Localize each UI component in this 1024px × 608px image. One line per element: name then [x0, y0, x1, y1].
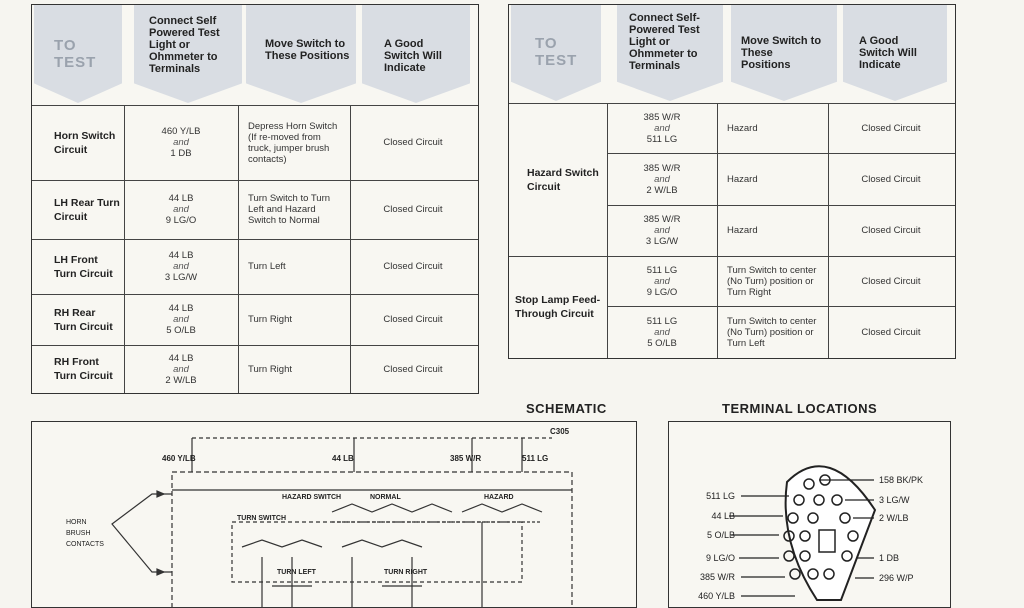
terminal-label: 3 LG/W: [879, 495, 910, 505]
horn-brush-label: HORN: [66, 519, 87, 526]
switch-position: Hazard: [727, 225, 758, 236]
test-name: RH Front Turn Circuit: [54, 356, 113, 382]
move-heading: Move Switch to These Positions: [741, 35, 822, 71]
connect-heading: Connect Self Powered Test Light or Ohmmeter to Terminals: [149, 15, 220, 75]
expected-result: Closed Circuit: [383, 137, 443, 148]
left-test-table: [31, 4, 479, 394]
terminal-pair: 385 W/R and 511 LG: [643, 111, 681, 145]
expected-result: Closed Circuit: [383, 363, 443, 375]
expected-result: Closed Circuit: [861, 275, 921, 287]
terminal-pair: 511 LG and 5 O/LB: [646, 315, 678, 349]
expected-result: Closed Circuit: [383, 261, 443, 272]
hazard-label: HAZARD: [484, 494, 514, 501]
move-heading: Move Switch to These Positions: [265, 38, 350, 62]
hazard-switch-label: HAZARD SWITCH: [282, 494, 342, 501]
horn-brush-label: CONTACTS: [66, 541, 104, 548]
terminal-label: 460 Y/LB: [698, 591, 735, 601]
expected-result: Closed Circuit: [861, 326, 921, 338]
to-test-heading: TO TEST: [535, 35, 578, 69]
test-name: LH Front Turn Circuit: [54, 253, 113, 280]
to-test-heading: TO TEST: [54, 37, 97, 71]
expected-result: Closed Circuit: [861, 225, 921, 236]
terminal-diagram: [669, 422, 950, 607]
terminal-label: 296 W/P: [879, 573, 914, 583]
terminal-pair: 460 Y/LB and 1 DB: [161, 126, 201, 159]
terminal-locations-title: TERMINAL LOCATIONS: [722, 401, 878, 416]
terminal-pair: 385 W/R and 2 W/LB: [643, 162, 681, 196]
expected-result: Closed Circuit: [383, 204, 443, 215]
schematic-wire-label: 511 LG: [522, 454, 549, 463]
switch-position: Turn Switch to Turn Left and Hazard Switch to Normal: [248, 193, 331, 226]
test-name: Stop Lamp Feed-Through Circuit: [515, 294, 601, 320]
terminal-label: 9 LG/O: [705, 553, 735, 563]
turn-switch-label: TURN SWITCH: [237, 515, 286, 522]
terminal-label: 1 DB: [879, 553, 900, 563]
switch-position: Depress Horn Switch (If re-moved from truck, jumper brush contacts): [248, 120, 338, 165]
switch-position: Hazard: [727, 122, 758, 134]
terminal-pair: 385 W/R and 3 LG/W: [643, 214, 681, 247]
schematic-panel: [31, 421, 637, 608]
switch-position: Turn Left: [248, 261, 286, 272]
turn-left-label: TURN LEFT: [277, 569, 316, 576]
expected-result: Closed Circuit: [861, 173, 921, 185]
switch-position: Turn Switch to center (No Turn) position or Turn Left: [727, 315, 817, 349]
connect-heading: Connect Self- Powered Test Light or Ohmmeter to Terminals: [629, 12, 700, 72]
schematic-wire-label: 460 Y/LB: [162, 454, 196, 463]
test-name: Hazard Switch Circuit: [527, 166, 599, 193]
terminal-label: 385 W/R: [699, 572, 735, 582]
horn-brush-label: BRUSH: [66, 530, 91, 537]
terminal-label: 511 LG: [706, 491, 735, 501]
switch-position: Turn Switch to center (No Turn) position or Turn Right: [727, 264, 817, 298]
terminal-label: 158 BK/PK: [879, 475, 924, 485]
terminal-pair: 44 LB and 5 O/LB: [166, 303, 196, 336]
terminal-label: 5 O/LB: [706, 530, 735, 540]
expected-result: Closed Circuit: [383, 314, 443, 325]
schematic-wire-label: 44 LB: [332, 454, 354, 463]
right-test-table: [508, 4, 956, 359]
indicate-heading: A Good Switch Will Indicate: [859, 35, 917, 71]
expected-result: Closed Circuit: [861, 122, 921, 134]
terminal-pair: 44 LB and 9 LG/O: [165, 193, 197, 226]
terminal-locations-panel: [668, 421, 951, 608]
normal-label: NORMAL: [370, 494, 401, 501]
indicate-heading: A Good Switch Will Indicate: [384, 38, 442, 74]
test-name: LH Rear Turn Circuit: [54, 196, 120, 223]
switch-position: Hazard: [727, 173, 758, 185]
terminal-pair: 44 LB and 3 LG/W: [164, 250, 198, 283]
test-name: Horn Switch Circuit: [54, 129, 116, 156]
schematic-drawing: [32, 422, 636, 607]
test-name: RH Rear Turn Circuit: [54, 306, 113, 333]
terminal-pair: 511 LG and 9 LG/O: [646, 264, 678, 298]
terminal-label: 44 LB: [711, 511, 735, 521]
schematic-title: SCHEMATIC: [526, 401, 607, 416]
connector-label: C305: [550, 427, 570, 436]
terminal-pair: 44 LB and 2 W/LB: [165, 352, 197, 386]
terminal-label: 2 W/LB: [879, 513, 909, 523]
switch-position: Turn Right: [248, 314, 292, 325]
switch-position: Turn Right: [248, 363, 292, 375]
schematic-wire-label: 385 W/R: [450, 454, 482, 463]
turn-right-label: TURN RIGHT: [384, 569, 428, 576]
